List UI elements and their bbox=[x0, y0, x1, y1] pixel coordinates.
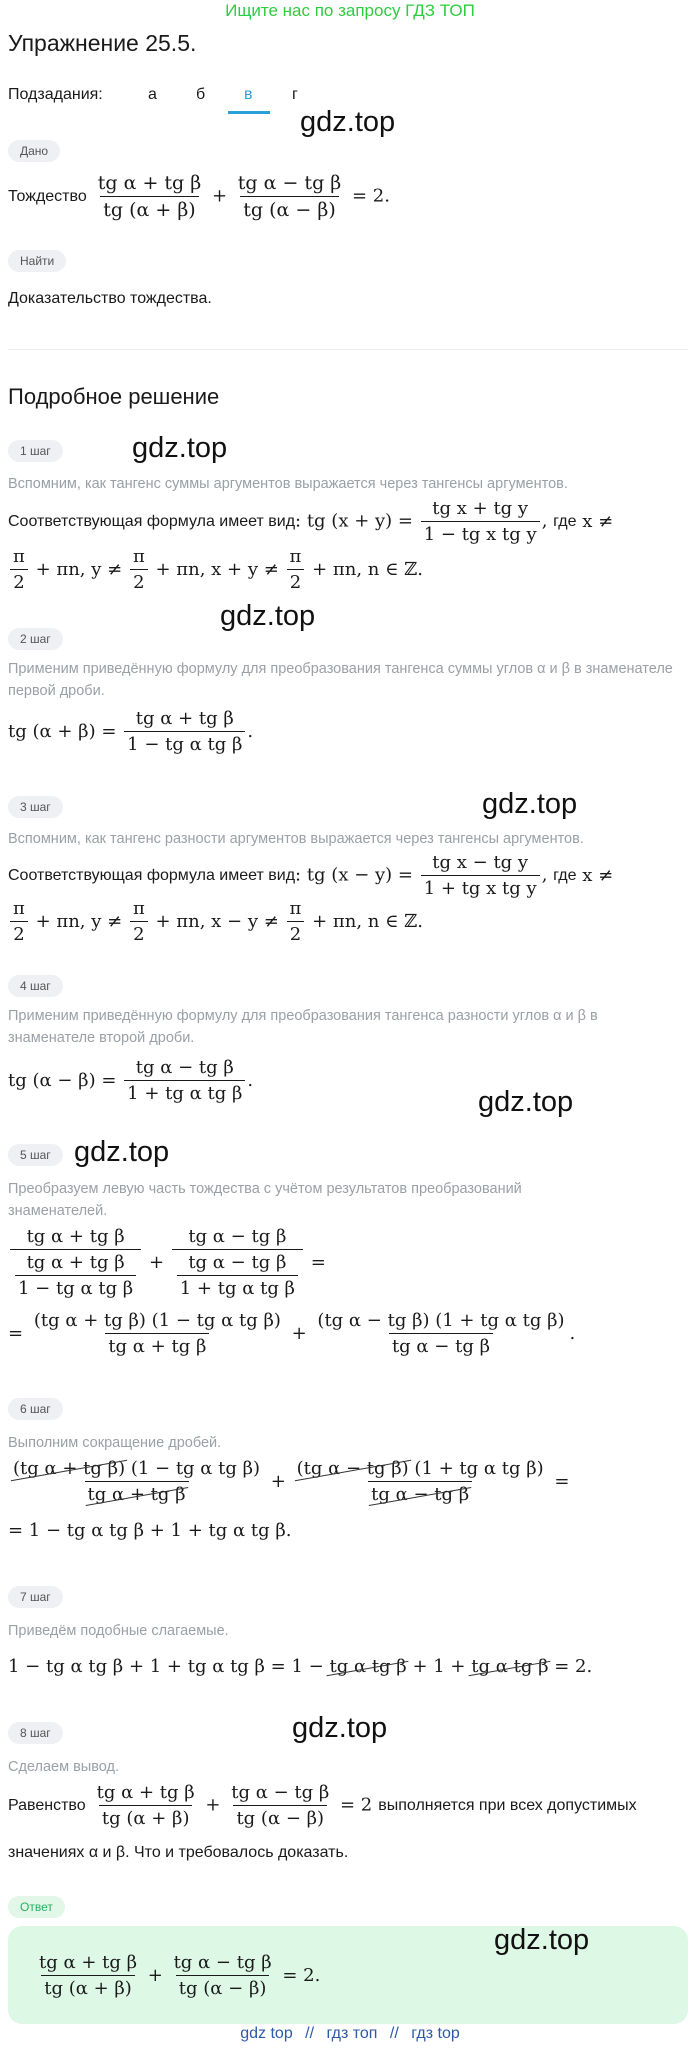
answer-badge: Ответ bbox=[8, 1896, 65, 1918]
footer-sep-2: // bbox=[389, 2025, 399, 2042]
step-3-hint: Вспомним, как тангенс разности аргументов выражается через тангенсы аргументов. bbox=[8, 831, 584, 847]
subtask-tab-g[interactable]: г bbox=[292, 86, 298, 103]
step-4-badge: 4 шаг bbox=[8, 975, 63, 997]
step-1-where: где bbox=[553, 512, 577, 530]
given-formula: $\frac{\text{tg α + tg β}}{tg (\alpha + \beta)}$ + $\frac{\text{tg α − tg β}}{tg (\alpha - \beta)}$ = 2. bbox=[97, 172, 390, 221]
step-3-text: Соответствующая формула имеет вид bbox=[8, 866, 296, 884]
watermark: gdz.top bbox=[74, 1136, 170, 1168]
step-7-badge: 7 шаг bbox=[8, 1586, 63, 1608]
step-5-formula-b: = $\frac{\text{(tg α + tg β) (1 − tg α tg β)}}{\text{tg α + tg β}}$ + $\frac{\text{(tg α − tg β) (1 + tg α tg β)}}{\text{tg α − tg β}}$ . bbox=[8, 1310, 576, 1357]
subtask-tab-b[interactable]: б bbox=[196, 86, 206, 103]
step-6-hint: Выполним сокращение дробей. bbox=[8, 1435, 222, 1451]
watermark: gdz.top bbox=[494, 1924, 590, 1956]
solution-heading: Подробное решение bbox=[8, 384, 220, 409]
top-banner[interactable]: Ищите нас по запросу ГДЗ ТОП bbox=[225, 1, 475, 20]
watermark: gdz.top bbox=[292, 1712, 388, 1744]
step-5-hint: Преобразуем левую часть тождества с учётом результатов преобразований знаменателей. bbox=[8, 1181, 522, 1219]
step-4-formula: tg (α − β) = $\frac{\text{tg α − tg β}}{\text{1 + tg α tg β}}$ . bbox=[8, 1057, 254, 1104]
step-2-badge: 2 шаг bbox=[8, 628, 63, 650]
step-3-formula: Соответствующая формула имеет вид : tg (x − y) = $\frac{\text{tg x − tg y}}{\text{1 + tg x tg y}}$ , где x ≠ bbox=[8, 852, 614, 899]
step-1-hint: Вспомним, как тангенс суммы аргументов выражается через тангенсы аргументов. bbox=[8, 476, 568, 492]
step-6-badge: 6 шаг bbox=[8, 1398, 63, 1420]
step-7-formula: 1 − tg α tg β + 1 + tg α tg β = 1 − tg α tg β + 1 + tg α tg β = 2. bbox=[8, 1656, 593, 1677]
step-8-text-c: значениях α и β. Что и требовалось доказать. bbox=[8, 1844, 349, 1861]
footer bbox=[0, 2025, 700, 2043]
answer-formula: $\frac{\text{tg α + tg β}}{tg (\alpha + \beta)}$ + $\frac{\text{tg α − tg β}}{tg (\alpha - \beta)}$ = 2. bbox=[39, 1952, 321, 1999]
step-8-badge: 8 шаг bbox=[8, 1722, 63, 1744]
step-1-conditions: $\frac{\pi}{2}$ + πn, y ≠ $\frac{\pi}{2}$ + πn, x + y ≠ $\frac{\pi}{2}$ + πn, n ∈ ℤ. bbox=[8, 546, 423, 593]
find-badge: Найти bbox=[8, 250, 66, 272]
step-7-hint: Приведём подобные слагаемые. bbox=[8, 1623, 229, 1639]
watermark: gdz.top bbox=[300, 106, 396, 138]
step-5-badge: 5 шаг bbox=[8, 1144, 63, 1166]
step-2-formula: tg (α + β) = $\frac{\text{tg α + tg β}}{\text{1 − tg α tg β}}$ . bbox=[8, 708, 254, 755]
step-3-conditions: $\frac{\pi}{2}$ + πn, y ≠ $\frac{\pi}{2}$ + πn, x − y ≠ $\frac{\pi}{2}$ + πn, n ∈ ℤ. bbox=[8, 898, 423, 945]
step-5-formula-a: $\frac{\text{tg α + tg β}}{\frac{\text{tg α + tg β}}{\text{1 − tg α tg β}}}$ + $\frac{\text{tg α − tg β}}{\frac{\text{tg α − tg β}}{\text{1 + tg α tg β}}}$ = bbox=[8, 1226, 326, 1299]
find-text: Доказательство тождества. bbox=[8, 290, 212, 307]
footer-link-3[interactable]: гдз top bbox=[411, 2025, 460, 2042]
step-2-hint: Применим приведённую формулу для преобразования тангенса суммы углов α и β в знаменателе первой дроби. bbox=[8, 661, 673, 699]
watermark: gdz.top bbox=[478, 1086, 574, 1118]
given-badge: Дано bbox=[8, 140, 60, 162]
step-1-formula: Соответствующая формула имеет вид : tg (x + y) = $\frac{\text{tg x + tg y}}{\text{1 − tg x tg y}}$ , где x ≠ bbox=[8, 498, 614, 545]
given-prefix: Тождество bbox=[8, 187, 87, 205]
step-8-text-b: выполняется при всех допустимых bbox=[378, 1796, 637, 1814]
divider bbox=[8, 349, 688, 350]
watermark: gdz.top bbox=[482, 788, 578, 820]
step-8-text-a: Равенство bbox=[8, 1796, 86, 1814]
footer-link-2[interactable]: гдз топ bbox=[326, 2025, 378, 2042]
watermark: gdz.top bbox=[132, 432, 228, 464]
subtask-tab-a[interactable]: а bbox=[148, 86, 157, 103]
footer-link-1[interactable]: gdz top bbox=[240, 2025, 293, 2042]
step-4-hint: Применим приведённую формулу для преобразования тангенса разности углов α и β в знаменателе второй дроби. bbox=[8, 1008, 598, 1046]
step-1-text: Соответствующая формула имеет вид bbox=[8, 512, 296, 530]
watermark: gdz.top bbox=[220, 600, 316, 632]
page-title: Упражнение 25.5. bbox=[8, 30, 197, 56]
step-6-formula-a: $\frac{\text{(tg α + tg β) (1 − tg α tg β)}}{\text{tg α + tg β}}$ + $\frac{\text{(tg α − tg β) (1 + tg α tg β)}}{\text{tg α − tg β}}$ = bbox=[13, 1458, 570, 1505]
step-8-hint: Сделаем вывод. bbox=[8, 1759, 120, 1775]
subtasks-label: Подзадания: bbox=[8, 86, 103, 103]
footer-sep-1: // bbox=[305, 2025, 315, 2042]
step-8-conclusion: Равенство $\frac{\text{tg α + tg β}}{tg (\alpha + \beta)}$ + $\frac{\text{tg α − tg β}}{tg (\alpha - \beta)}$ = 2 выполняется при всех допустимых bbox=[8, 1782, 637, 1829]
step-1-badge: 1 шаг bbox=[8, 440, 63, 462]
step-3-where: где bbox=[553, 866, 577, 884]
active-tab-indicator bbox=[228, 111, 270, 114]
given-identity bbox=[8, 172, 390, 221]
step-3-badge: 3 шаг bbox=[8, 796, 63, 818]
step-6-formula-b: = 1 − tg α tg β + 1 + tg α tg β. bbox=[8, 1520, 292, 1541]
subtask-tab-v[interactable]: в bbox=[244, 86, 253, 103]
